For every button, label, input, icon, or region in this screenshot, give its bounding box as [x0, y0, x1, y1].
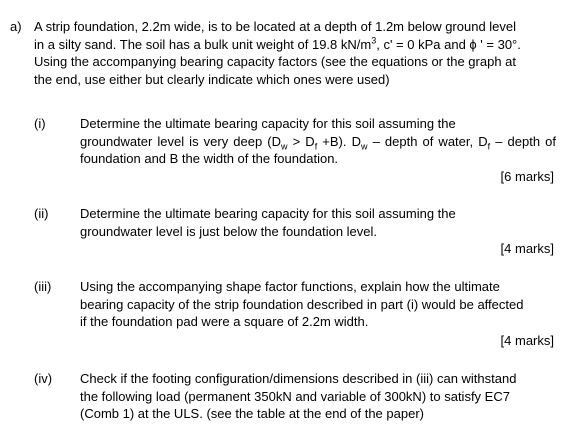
part-iii-text: Using the accompanying shape factor functions, explain how the ultimate bearing capacity of the strip foundation described in part (i) would be affected if the foundation pad were a square of 2.2m width. — [80, 279, 524, 329]
part-ii-text: Determine the ultimate bearing capacity for this soil assuming the groundwater level is just below the foundation level. — [80, 206, 456, 239]
part-ii-marks: [4 marks] — [500, 241, 554, 256]
question-line: A strip foundation, 2.2m wide, is to be located at a depth of 1.2m below ground level — [34, 19, 517, 34]
question-line: in a silty sand. The soil has a bulk unit weight of 19.8 $kN/m^3$, c' = 0 kPa and ϕ ' = 30°. — [34, 35, 521, 52]
part-i-text: Determine the ultimate bearing capacity for this soil assuming the groundwater level is very deep $(D_w > D_f +B)$. $D_w$ – depth of water, $D_f$ – depth of foundation and B the width of the foundation. — [80, 116, 556, 166]
part-iv-text: Check if the footing configuration/dimensions described in (iii) can withstand the following load (permanent 350kN and variable of 300kN) to satisfy EC7 (Comb 1) at the ULS. (see the table at the end of the paper) — [80, 371, 517, 421]
question-intro — [34, 18, 556, 88]
question-line: Using the accompanying bearing capacity factors (see the equations or the graph at — [34, 54, 517, 69]
part-i-label: (i) — [34, 116, 46, 131]
part-ii-label: (ii) — [34, 206, 49, 221]
part-i-marks: [6 marks] — [500, 169, 554, 184]
part-iii-marks: [4 marks] — [500, 333, 554, 348]
part-iv-label: (iv) — [34, 371, 53, 386]
part-iii-label: (iii) — [34, 279, 52, 294]
question-line: the end, use either but clearly indicate which ones were used) — [34, 71, 390, 87]
question-label: a) — [10, 19, 22, 34]
